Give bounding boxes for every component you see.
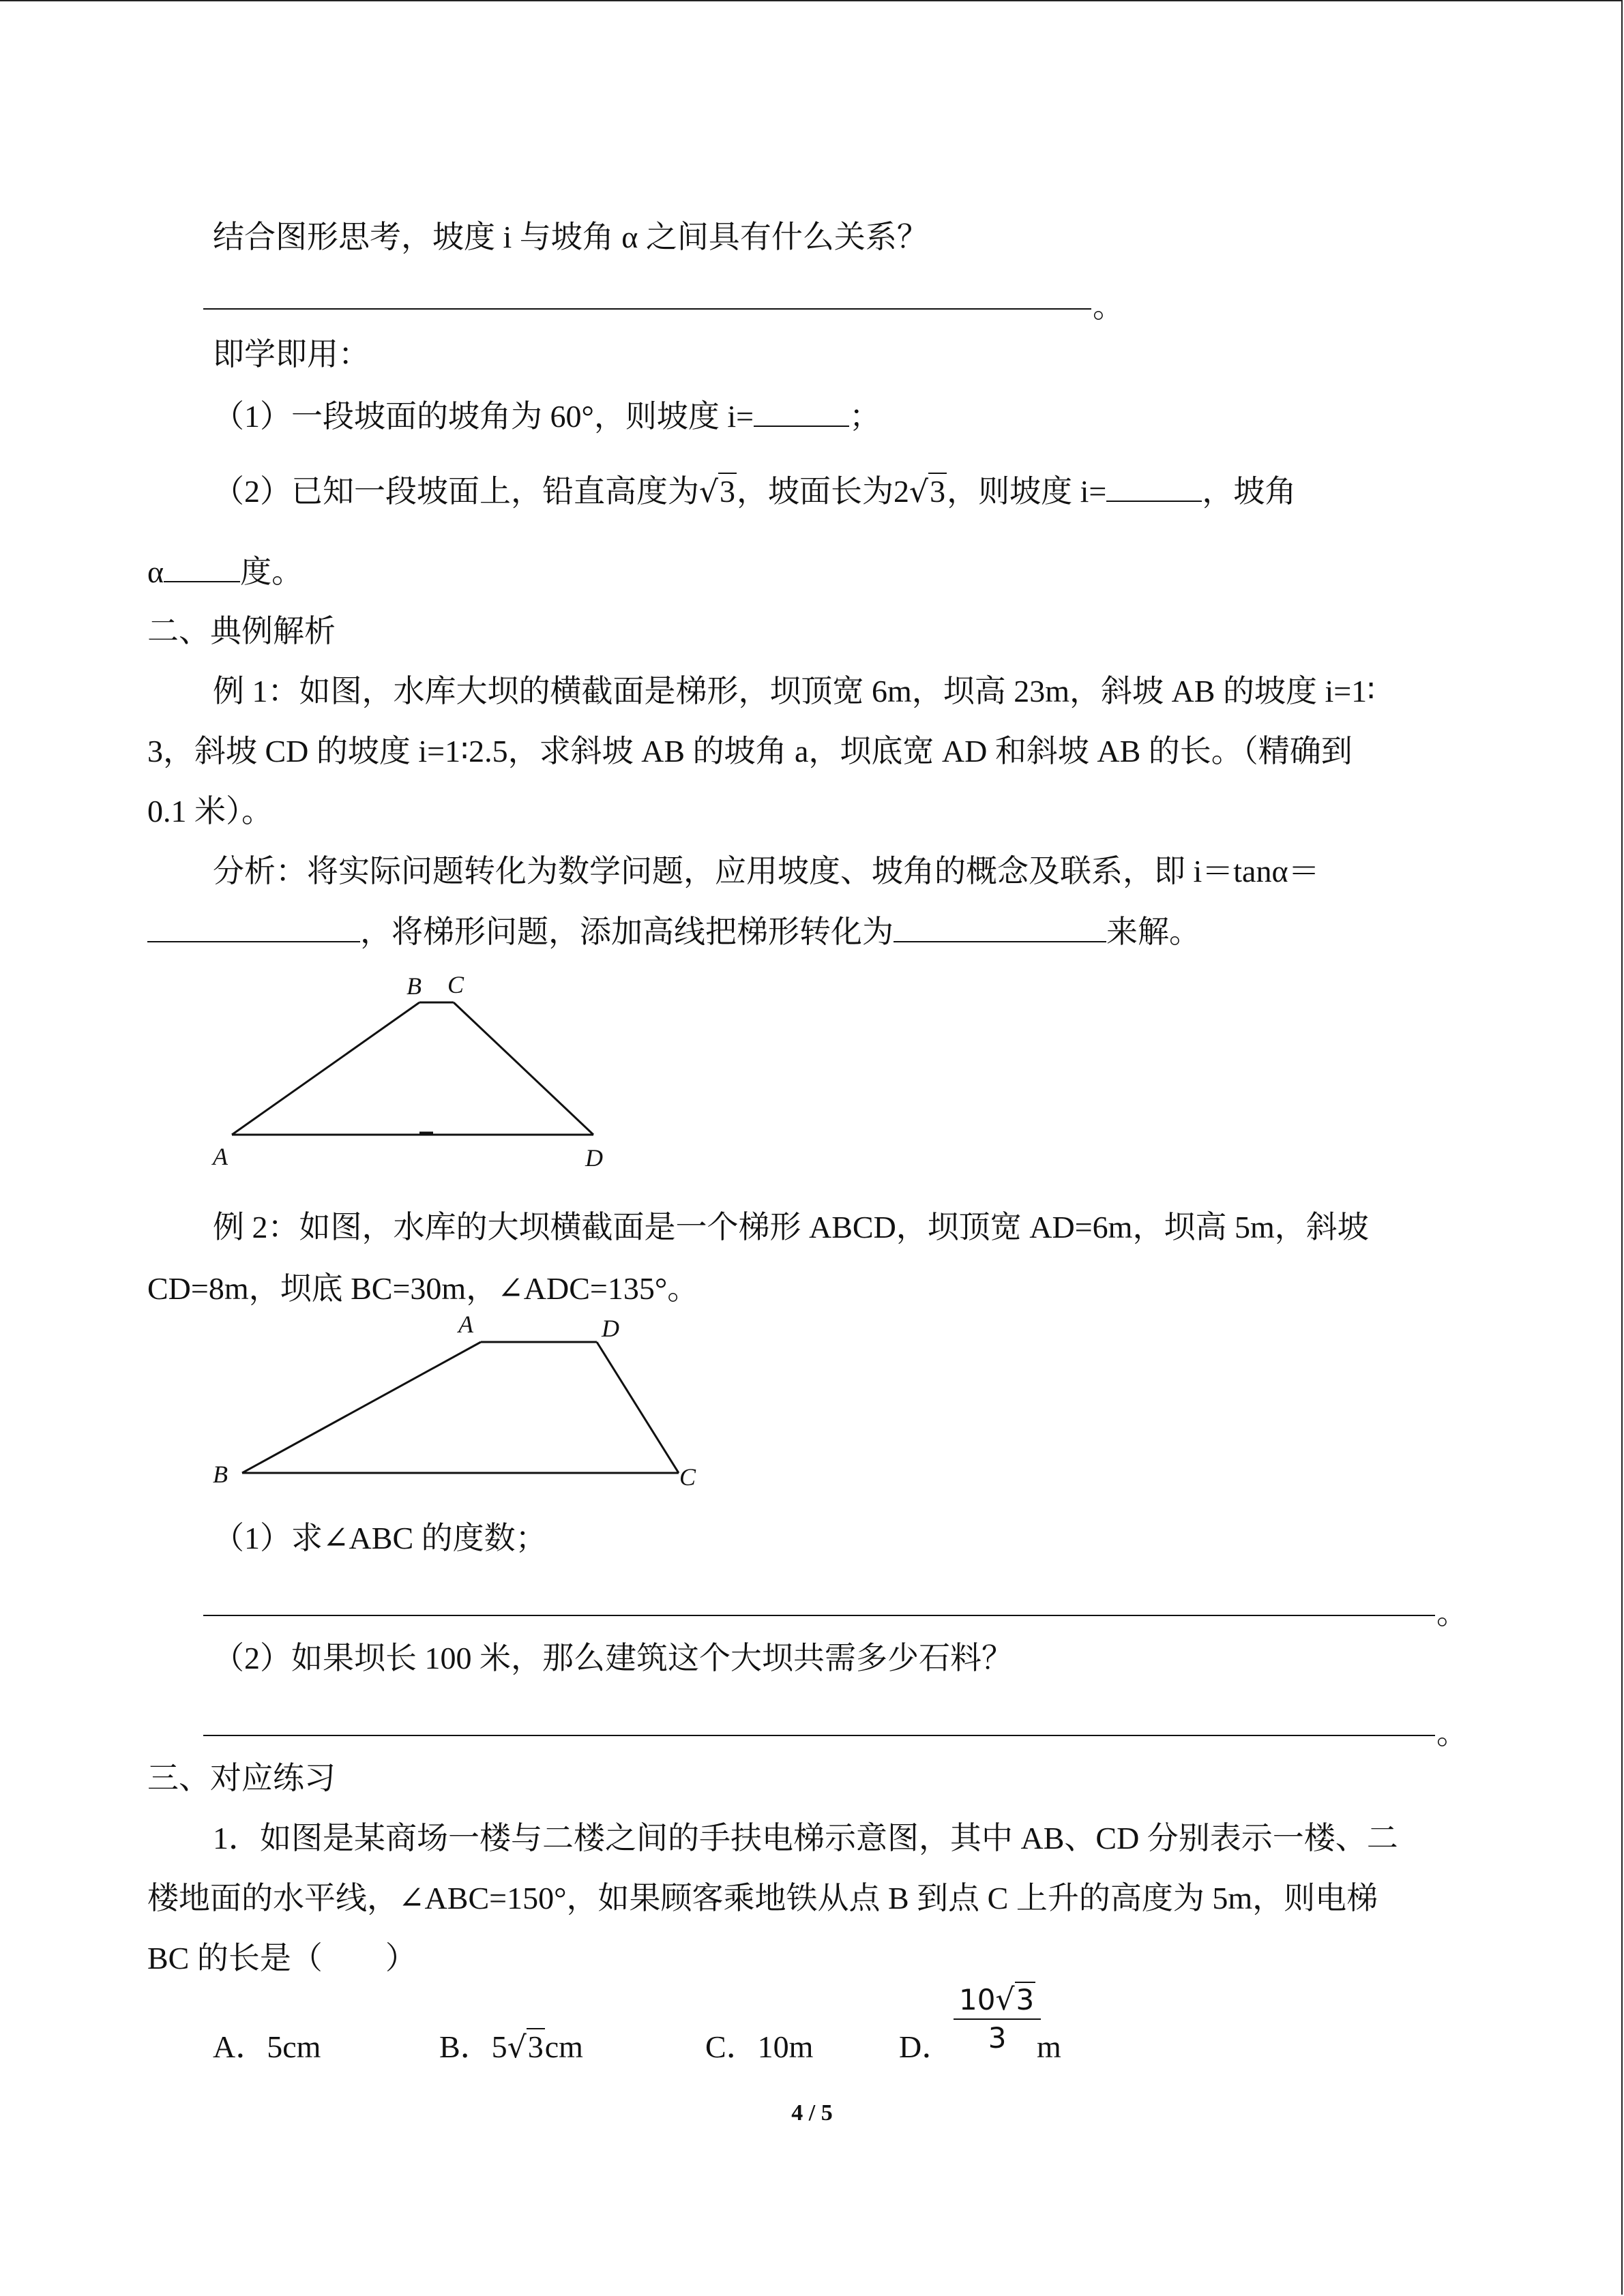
fig2-label-a: A [458,1311,473,1338]
section-2-title: 二、典例解析 [147,614,336,648]
fig1-side-ab [232,1002,419,1135]
example1-line2: 3，斜坡 CD 的坡度 i=1∶2.5，求斜坡 AB 的坡角 a，坝底宽 AD 和斜坡 AB 的长。（精确到 [147,734,1353,769]
practice1-line2: 楼地面的水平线，∠ABC=150°，如果顾客乘地铁从点 B 到点 C 上升的高度为 5m，则电梯 [147,1881,1378,1915]
fig2-side-ba [242,1342,481,1473]
q2-blank-alpha [164,551,240,582]
practice1-line1: 1．如图是某商场一楼与二楼之间的手扶电梯示意图，其中 AB、CD 分别表示一楼、二 [213,1821,1398,1855]
answer-line-q1 [203,1615,1435,1616]
option-a: A．5cm [213,2029,321,2064]
practice1-line3: BC 的长是（ ） [147,1941,417,1976]
sqrt3-option-b: √3 [507,2029,544,2065]
option-b: B．5√3cm [439,2027,583,2068]
fig2-label-d: D [602,1315,619,1342]
think-question: 结合图形思考，坡度 i 与坡角 α 之间具有什么关系？ [213,220,928,254]
sqrt3-height: √3 [699,474,736,509]
fig2-label-b: B [213,1461,228,1488]
q2-text-a: （2）已知一段坡面上，铅直高度为 [213,474,699,509]
example1-line1: 例 1：如图，水库大坝的横截面是梯形，坝顶宽 6m，坝高 23m，斜坡 AB 的坡度 i=1∶ [213,674,1376,709]
q2-text-c: ，则坡度 i= [947,474,1107,509]
fig2-side-dc [597,1342,679,1473]
answer-q1-period: 。 [1436,1596,1468,1630]
example1-line3: 0.1 米）。 [147,794,273,829]
page-number: 4 / 5 [791,2100,833,2126]
analysis-line2 [147,911,1200,953]
apply-q2-cont [147,551,303,593]
q2-text-b: ，坡面长为 [737,474,894,509]
q1-text: （1）一段坡面的坡角为 60°，则坡度 i= [213,399,754,434]
alpha-symbol: α [147,554,164,589]
option-c: C．10m [705,2029,814,2064]
example2-q2: （2）如果坝长 100 米，那么建筑这个大坝共需多少石料？ [213,1641,1013,1675]
fig1-label-c: C [447,971,464,998]
figure1-trapezoid [205,961,628,1180]
example2-line1: 例 2：如图，水库的大坝横截面是一个梯形 ABCD，坝顶宽 AD=6m，坝高 5m，斜坡 [213,1210,1369,1244]
fig1-label-a: A [213,1143,228,1170]
answer-period: 。 [1093,289,1124,324]
q2-text-d: ，坡角 [1202,474,1297,509]
q1-blank [754,396,849,427]
q1-end: ； [849,399,881,434]
fig1-side-cd [454,1002,593,1135]
analysis-blank1 [147,911,360,942]
fig1-label-d: D [585,1144,603,1172]
analysis-line1: 分析：将实际问题转化为数学问题，应用坡度、坡角的概念及联系，即 i＝tanα＝ [213,854,1320,889]
example2-q1: （1）求∠ABC 的度数； [213,1521,547,1555]
analysis-blank2 [894,911,1106,942]
fig2-label-c: C [679,1463,696,1491]
figure2-trapezoid [205,1309,723,1500]
analysis-text-b: 来解。 [1106,914,1200,949]
section-3-title: 三、对应练习 [147,1761,336,1795]
answer-line-q2 [203,1735,1435,1736]
example2-line2: CD=8m，坝底 BC=30m，∠ADC=135°。 [147,1271,699,1306]
apply-title: 即学即用： [213,337,370,372]
q2-deg: 度。 [240,554,304,589]
apply-q2 [213,471,1296,513]
fig1-label-b: B [407,972,422,1000]
option-d: D． [899,2029,954,2064]
option-d-fraction: $\frac{10√3}{3}$ [954,1982,1041,2057]
apply-q1 [213,396,881,437]
option-d-unit: m [1037,2029,1061,2064]
2sqrt3-length: 2√3 [894,474,946,509]
analysis-text-a: ，将梯形问题，添加高线把梯形转化为 [360,914,894,949]
q2-blank-i [1106,471,1202,502]
answer-line-think [203,308,1091,310]
answer-q2-period: 。 [1436,1716,1468,1750]
